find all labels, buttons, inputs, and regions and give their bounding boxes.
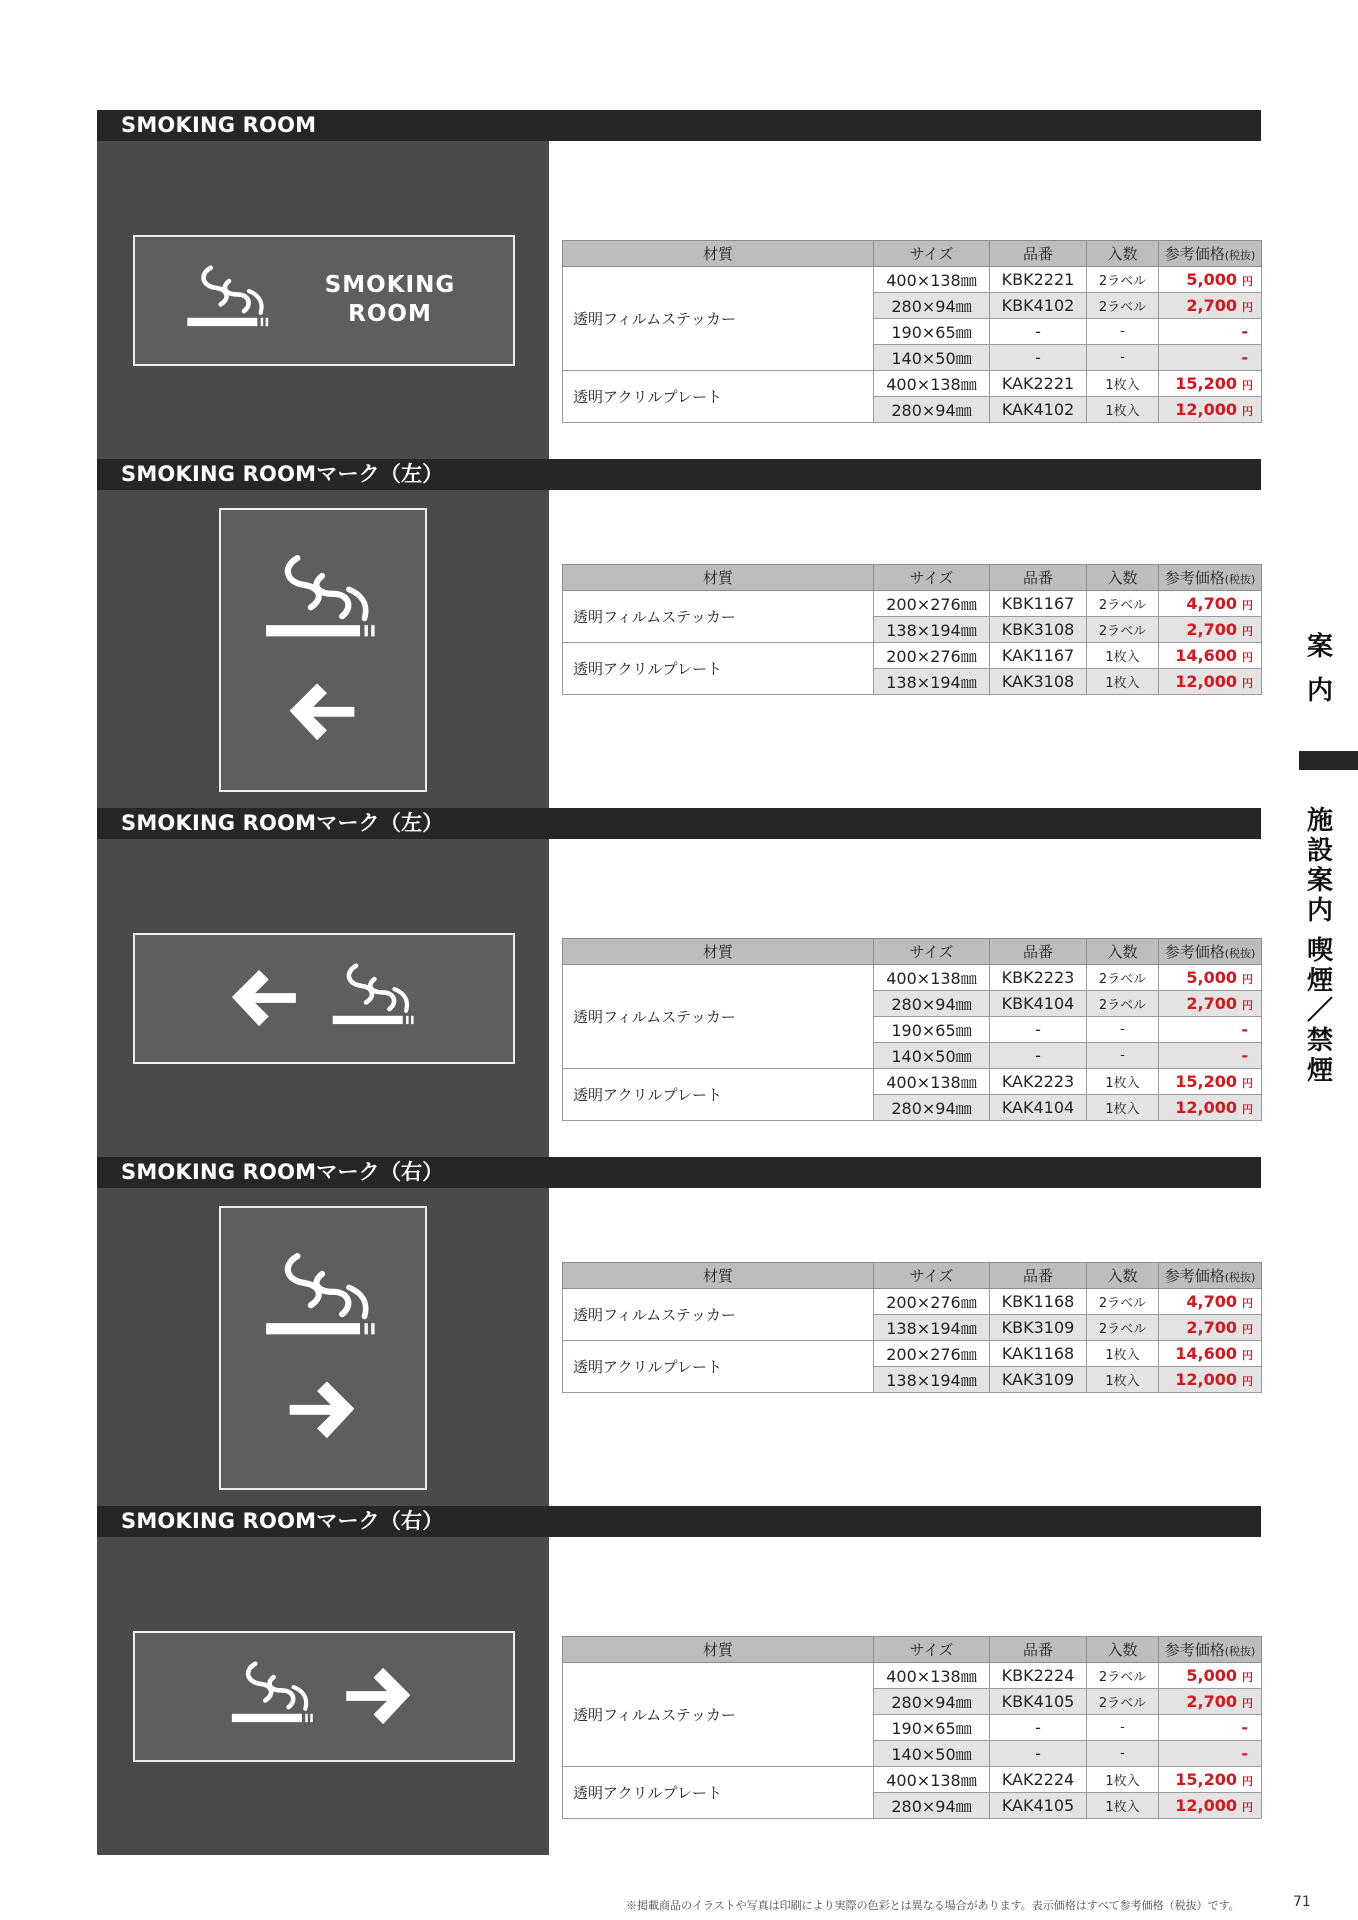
cell-size: 200×276㎜ xyxy=(874,591,990,617)
cell-quantity: - xyxy=(1087,1715,1159,1741)
cell-size: 280×94㎜ xyxy=(874,397,990,423)
col-header-quantity: 入数 xyxy=(1087,241,1159,267)
price-yen: 円 xyxy=(1242,1375,1253,1388)
cell-material: 透明フィルムステッカー xyxy=(563,1663,874,1767)
cell-quantity: 2ラベル xyxy=(1087,1689,1159,1715)
cell-quantity: 1枚入 xyxy=(1087,371,1159,397)
cell-price xyxy=(1159,397,1262,423)
cell-size: 280×94㎜ xyxy=(874,1689,990,1715)
cell-size: 400×138㎜ xyxy=(874,965,990,991)
price-yen: 円 xyxy=(1242,301,1253,314)
cell-size: 400×138㎜ xyxy=(874,371,990,397)
sign-graphic xyxy=(135,935,513,1062)
price-yen: 円 xyxy=(1242,1801,1253,1814)
cell-part-number: KAK1167 xyxy=(990,643,1087,669)
col-header-size: サイズ xyxy=(874,939,990,965)
price-value: - xyxy=(1241,348,1248,367)
cell-quantity: 2ラベル xyxy=(1087,965,1159,991)
price-value: 4,700 xyxy=(1186,1292,1237,1311)
price-table xyxy=(562,938,1262,1121)
price-yen: 円 xyxy=(1242,1323,1253,1336)
price-value: - xyxy=(1241,322,1248,341)
cell-quantity: - xyxy=(1087,345,1159,371)
cell-part-number: - xyxy=(990,1715,1087,1741)
side-tab-char: ／ xyxy=(1306,996,1333,1026)
cell-part-number: KAK1168 xyxy=(990,1341,1087,1367)
cell-price xyxy=(1159,1069,1262,1095)
price-yen: 円 xyxy=(1242,275,1253,288)
cell-quantity: 1枚入 xyxy=(1087,1069,1159,1095)
price-header-note: (税抜) xyxy=(1224,1271,1256,1284)
table-row xyxy=(563,1341,1262,1367)
arrow-right-icon xyxy=(290,1381,355,1438)
price-table xyxy=(562,1262,1262,1393)
cell-price xyxy=(1159,1663,1262,1689)
cell-quantity: 1枚入 xyxy=(1087,669,1159,695)
cell-part-number: KBK1168 xyxy=(990,1289,1087,1315)
price-header-note: (税抜) xyxy=(1224,249,1256,262)
cell-price xyxy=(1159,1741,1262,1767)
cell-part-number: KBK4105 xyxy=(990,1689,1087,1715)
product-section xyxy=(97,808,1261,1157)
cell-part-number: - xyxy=(990,1017,1087,1043)
product-image-panel xyxy=(97,141,549,459)
cell-quantity: 1枚入 xyxy=(1087,1767,1159,1793)
sign-preview xyxy=(133,235,515,366)
sign-graphic xyxy=(221,1208,425,1488)
price-value: 15,200 xyxy=(1175,1770,1237,1789)
cell-quantity: 2ラベル xyxy=(1087,1289,1159,1315)
table-row xyxy=(563,591,1262,617)
col-header-size: サイズ xyxy=(874,1637,990,1663)
table-row xyxy=(563,371,1262,397)
cell-part-number: KAK4102 xyxy=(990,397,1087,423)
cell-part-number: KAK3109 xyxy=(990,1367,1087,1393)
cell-part-number: KBK3109 xyxy=(990,1315,1087,1341)
col-header-quantity: 入数 xyxy=(1087,1263,1159,1289)
price-value: 2,700 xyxy=(1186,1692,1237,1711)
cell-size: 138×194㎜ xyxy=(874,1367,990,1393)
cell-quantity: 2ラベル xyxy=(1087,991,1159,1017)
cell-size: 140×50㎜ xyxy=(874,345,990,371)
side-tab-char: 煙 xyxy=(1306,1056,1333,1086)
cell-quantity: 1枚入 xyxy=(1087,1793,1159,1819)
price-header-label: 参考価格 xyxy=(1164,245,1225,263)
cell-material: 透明フィルムステッカー xyxy=(563,1289,874,1341)
side-tab-category xyxy=(1300,800,1340,1086)
cell-material: 透明アクリルプレート xyxy=(563,643,874,695)
arrow-left-icon xyxy=(290,683,355,740)
sign-graphic xyxy=(135,1633,513,1760)
sign-text-line: SMOKING xyxy=(324,272,456,298)
price-value: 12,000 xyxy=(1175,400,1237,419)
cell-price xyxy=(1159,1315,1262,1341)
col-header-part-number: 品番 xyxy=(990,565,1087,591)
col-header-material: 材質 xyxy=(563,939,874,965)
table-header-row xyxy=(563,565,1262,591)
cell-price xyxy=(1159,1367,1262,1393)
cell-size: 190×65㎜ xyxy=(874,319,990,345)
price-yen: 円 xyxy=(1242,405,1253,418)
cell-size: 200×276㎜ xyxy=(874,1289,990,1315)
cell-quantity: 2ラベル xyxy=(1087,1315,1159,1341)
side-tab-divider xyxy=(1299,751,1358,770)
table-header-row xyxy=(563,939,1262,965)
page-number: 71 xyxy=(1293,1894,1311,1910)
section-title: SMOKING ROOMマーク（右） xyxy=(97,1157,1261,1188)
price-yen: 円 xyxy=(1242,1077,1253,1090)
cell-part-number: KAK4105 xyxy=(990,1793,1087,1819)
cell-price xyxy=(1159,1095,1262,1121)
price-value: 12,000 xyxy=(1175,1796,1237,1815)
arrow-right-icon xyxy=(346,1668,410,1724)
col-header-part-number: 品番 xyxy=(990,939,1087,965)
cell-size: 200×276㎜ xyxy=(874,1341,990,1367)
table-row xyxy=(563,1289,1262,1315)
price-table xyxy=(562,240,1262,423)
table-header-row xyxy=(563,1263,1262,1289)
price-value: 12,000 xyxy=(1175,672,1237,691)
price-header-note: (税抜) xyxy=(1224,1645,1256,1658)
price-value: 2,700 xyxy=(1186,620,1237,639)
cell-quantity: 1枚入 xyxy=(1087,1095,1159,1121)
cell-size: 200×276㎜ xyxy=(874,643,990,669)
price-value: 12,000 xyxy=(1175,1098,1237,1117)
sign-preview xyxy=(219,508,427,792)
col-header-price xyxy=(1159,565,1262,591)
cell-part-number: KAK2221 xyxy=(990,371,1087,397)
price-value: 15,200 xyxy=(1175,1072,1237,1091)
cell-part-number: KAK3108 xyxy=(990,669,1087,695)
cell-part-number: KAK4104 xyxy=(990,1095,1087,1121)
price-yen: 円 xyxy=(1242,651,1253,664)
cell-material: 透明フィルムステッカー xyxy=(563,267,874,371)
cell-price xyxy=(1159,345,1262,371)
table-row xyxy=(563,643,1262,669)
cell-price xyxy=(1159,591,1262,617)
price-yen: 円 xyxy=(1242,999,1253,1012)
sign-preview xyxy=(133,933,515,1064)
price-value: - xyxy=(1241,1046,1248,1065)
cell-part-number: KBK2223 xyxy=(990,965,1087,991)
col-header-material: 材質 xyxy=(563,241,874,267)
cell-material: 透明アクリルプレート xyxy=(563,1767,874,1819)
cell-size: 280×94㎜ xyxy=(874,293,990,319)
cell-part-number: KBK1167 xyxy=(990,591,1087,617)
cell-material: 透明フィルムステッカー xyxy=(563,965,874,1069)
side-tab-char: 案 xyxy=(1306,632,1333,662)
price-header-note: (税抜) xyxy=(1224,947,1256,960)
price-value: 5,000 xyxy=(1186,1666,1237,1685)
price-yen: 円 xyxy=(1242,1103,1253,1116)
footnote: ※掲載商品のイラストや写真は印刷により実際の色彩とは異なる場合があります。表示価格はすべて参考価格（税抜）です。 xyxy=(626,1899,1240,1912)
cell-price xyxy=(1159,669,1262,695)
cell-quantity: 2ラベル xyxy=(1087,267,1159,293)
price-yen: 円 xyxy=(1242,1671,1253,1684)
price-value: 2,700 xyxy=(1186,296,1237,315)
cell-part-number: KBK4104 xyxy=(990,991,1087,1017)
cell-size: 280×94㎜ xyxy=(874,991,990,1017)
price-yen: 円 xyxy=(1242,379,1253,392)
table-row xyxy=(563,267,1262,293)
cell-part-number: KAK2223 xyxy=(990,1069,1087,1095)
col-header-size: サイズ xyxy=(874,241,990,267)
table-row xyxy=(563,965,1262,991)
side-tab-char: 案 xyxy=(1306,866,1333,896)
side-tab-guide xyxy=(1300,626,1340,714)
cell-size: 400×138㎜ xyxy=(874,1663,990,1689)
price-value: 4,700 xyxy=(1186,594,1237,613)
col-header-quantity: 入数 xyxy=(1087,565,1159,591)
cell-quantity: - xyxy=(1087,319,1159,345)
col-header-price xyxy=(1159,241,1262,267)
cell-price xyxy=(1159,1715,1262,1741)
cell-size: 138×194㎜ xyxy=(874,669,990,695)
cell-part-number: KAK2224 xyxy=(990,1767,1087,1793)
price-header-label: 参考価格 xyxy=(1164,1267,1225,1285)
col-header-part-number: 品番 xyxy=(990,241,1087,267)
cell-quantity: 2ラベル xyxy=(1087,293,1159,319)
cell-size: 140×50㎜ xyxy=(874,1043,990,1069)
price-yen: 円 xyxy=(1242,599,1253,612)
section-title: SMOKING ROOM xyxy=(97,110,1261,141)
price-header-label: 参考価格 xyxy=(1164,1641,1225,1659)
cell-material: 透明アクリルプレート xyxy=(563,1341,874,1393)
smoking-icon xyxy=(232,1664,313,1722)
cell-size: 138×194㎜ xyxy=(874,1315,990,1341)
product-section xyxy=(97,1506,1261,1855)
cell-price xyxy=(1159,267,1262,293)
col-header-material: 材質 xyxy=(563,1637,874,1663)
cell-price xyxy=(1159,1341,1262,1367)
cell-size: 138×194㎜ xyxy=(874,617,990,643)
smoking-icon xyxy=(187,268,268,326)
cell-price xyxy=(1159,1043,1262,1069)
col-header-size: サイズ xyxy=(874,565,990,591)
col-header-size: サイズ xyxy=(874,1263,990,1289)
price-value: 5,000 xyxy=(1186,270,1237,289)
price-header-note: (税抜) xyxy=(1224,573,1256,586)
cell-part-number: KBK4102 xyxy=(990,293,1087,319)
sign-text xyxy=(305,271,475,329)
cell-size: 190×65㎜ xyxy=(874,1715,990,1741)
arrow-left-icon xyxy=(232,970,296,1026)
price-yen: 円 xyxy=(1242,677,1253,690)
cell-quantity: - xyxy=(1087,1017,1159,1043)
price-header-label: 参考価格 xyxy=(1164,569,1225,587)
product-section xyxy=(97,1157,1261,1506)
side-tab-char: 設 xyxy=(1306,836,1333,866)
col-header-quantity: 入数 xyxy=(1087,939,1159,965)
section-title: SMOKING ROOMマーク（右） xyxy=(97,1506,1261,1537)
col-header-part-number: 品番 xyxy=(990,1263,1087,1289)
cell-part-number: KBK3108 xyxy=(990,617,1087,643)
price-value: 15,200 xyxy=(1175,374,1237,393)
cell-quantity: 1枚入 xyxy=(1087,1341,1159,1367)
cell-quantity: 2ラベル xyxy=(1087,591,1159,617)
price-header-label: 参考価格 xyxy=(1164,943,1225,961)
price-yen: 円 xyxy=(1242,1349,1253,1362)
price-yen: 円 xyxy=(1242,1297,1253,1310)
price-value: 5,000 xyxy=(1186,968,1237,987)
cell-price xyxy=(1159,319,1262,345)
cell-part-number: - xyxy=(990,319,1087,345)
table-header-row xyxy=(563,1637,1262,1663)
table-header-row xyxy=(563,241,1262,267)
section-title: SMOKING ROOMマーク（左） xyxy=(97,459,1261,490)
smoking-icon xyxy=(266,1256,374,1334)
col-header-price xyxy=(1159,939,1262,965)
table-row xyxy=(563,1069,1262,1095)
price-value: - xyxy=(1241,1744,1248,1763)
price-value: - xyxy=(1241,1020,1248,1039)
price-yen: 円 xyxy=(1242,1775,1253,1788)
side-tab-char: 施 xyxy=(1306,806,1333,836)
cell-quantity: 1枚入 xyxy=(1087,397,1159,423)
side-tab-char: 煙 xyxy=(1306,966,1333,996)
side-tab-char: 内 xyxy=(1306,896,1333,926)
cell-size: 400×138㎜ xyxy=(874,1767,990,1793)
col-header-material: 材質 xyxy=(563,1263,874,1289)
cell-price xyxy=(1159,1793,1262,1819)
price-yen: 円 xyxy=(1242,1697,1253,1710)
sign-graphic xyxy=(221,510,425,790)
table-row xyxy=(563,1767,1262,1793)
col-header-quantity: 入数 xyxy=(1087,1637,1159,1663)
product-section xyxy=(97,110,1261,459)
cell-quantity: - xyxy=(1087,1741,1159,1767)
col-header-material: 材質 xyxy=(563,565,874,591)
cell-size: 280×94㎜ xyxy=(874,1793,990,1819)
price-value: 2,700 xyxy=(1186,994,1237,1013)
cell-price xyxy=(1159,965,1262,991)
price-value: 14,600 xyxy=(1175,1344,1237,1363)
cell-material: 透明アクリルプレート xyxy=(563,371,874,423)
cell-material: 透明フィルムステッカー xyxy=(563,591,874,643)
product-image-panel xyxy=(97,1188,549,1506)
col-header-price xyxy=(1159,1637,1262,1663)
price-table xyxy=(562,1636,1262,1819)
sign-preview xyxy=(133,1631,515,1762)
price-value: 12,000 xyxy=(1175,1370,1237,1389)
price-yen: 円 xyxy=(1242,625,1253,638)
cell-size: 190×65㎜ xyxy=(874,1017,990,1043)
cell-size: 400×138㎜ xyxy=(874,267,990,293)
sign-preview xyxy=(219,1206,427,1490)
cell-part-number: - xyxy=(990,345,1087,371)
price-value: 2,700 xyxy=(1186,1318,1237,1337)
cell-part-number: - xyxy=(990,1741,1087,1767)
product-image-panel xyxy=(97,1537,549,1855)
side-tab-char: 内 xyxy=(1306,676,1333,706)
side-tab-char: 喫 xyxy=(1306,936,1333,966)
cell-size: 280×94㎜ xyxy=(874,1095,990,1121)
cell-price xyxy=(1159,1017,1262,1043)
product-section xyxy=(97,459,1261,808)
cell-quantity: 2ラベル xyxy=(1087,1663,1159,1689)
section-title: SMOKING ROOMマーク（左） xyxy=(97,808,1261,839)
cell-part-number: KBK2224 xyxy=(990,1663,1087,1689)
cell-price xyxy=(1159,643,1262,669)
smoking-icon xyxy=(333,966,414,1024)
cell-price xyxy=(1159,1767,1262,1793)
cell-price xyxy=(1159,293,1262,319)
smoking-icon xyxy=(266,558,374,636)
cell-price xyxy=(1159,371,1262,397)
cell-price xyxy=(1159,991,1262,1017)
cell-quantity: 1枚入 xyxy=(1087,643,1159,669)
cell-price xyxy=(1159,617,1262,643)
price-value: - xyxy=(1241,1718,1248,1737)
product-image-panel xyxy=(97,839,549,1157)
col-header-part-number: 品番 xyxy=(990,1637,1087,1663)
cell-quantity: - xyxy=(1087,1043,1159,1069)
price-yen: 円 xyxy=(1242,973,1253,986)
cell-part-number: - xyxy=(990,1043,1087,1069)
price-table xyxy=(562,564,1262,695)
table-row xyxy=(563,1663,1262,1689)
side-tab-char: 禁 xyxy=(1306,1026,1333,1056)
product-image-panel xyxy=(97,490,549,808)
cell-quantity: 1枚入 xyxy=(1087,1367,1159,1393)
cell-material: 透明アクリルプレート xyxy=(563,1069,874,1121)
cell-part-number: KBK2221 xyxy=(990,267,1087,293)
cell-price xyxy=(1159,1689,1262,1715)
sign-text-line: ROOM xyxy=(348,301,432,327)
cell-quantity: 2ラベル xyxy=(1087,617,1159,643)
cell-size: 140×50㎜ xyxy=(874,1741,990,1767)
cell-size: 400×138㎜ xyxy=(874,1069,990,1095)
cell-price xyxy=(1159,1289,1262,1315)
col-header-price xyxy=(1159,1263,1262,1289)
price-value: 14,600 xyxy=(1175,646,1237,665)
